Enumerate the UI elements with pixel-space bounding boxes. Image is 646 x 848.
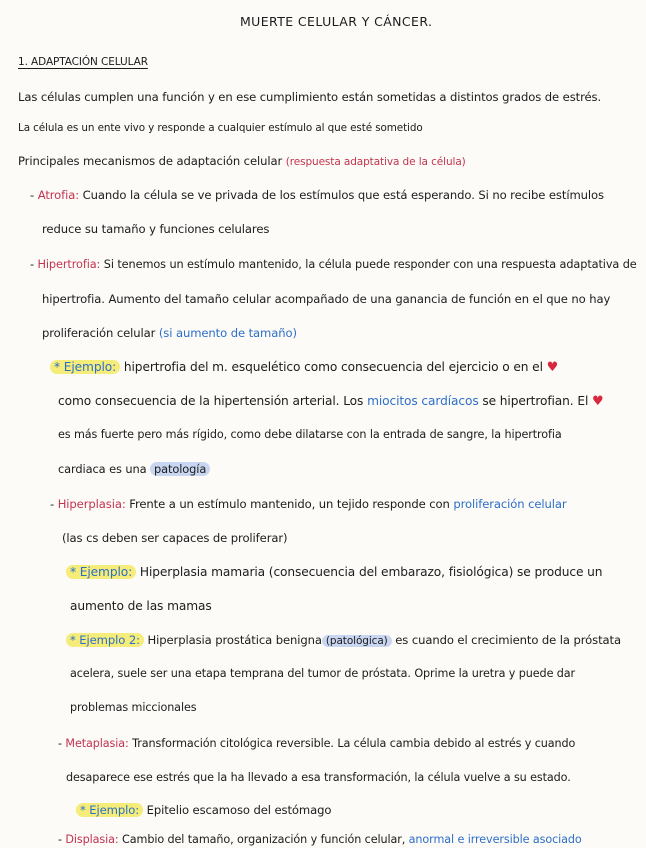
hiperplasia-line-2: (las cs deben ser capaces de proliferar) bbox=[62, 531, 288, 545]
hipertrofia-example-line-1 bbox=[50, 360, 558, 375]
metaplasia-text-1: Transformación citológica reversible. La célula cambia debido al estrés y cuando bbox=[128, 737, 576, 750]
section-heading: 1. ADAPTACIÓN CELULAR bbox=[18, 56, 148, 68]
hiperplasia-benigna: benigna bbox=[275, 633, 322, 647]
hipertrofia-note: (si aumento de tamaño) bbox=[158, 326, 297, 340]
term-miocitos: miocitos cardíacos bbox=[367, 394, 479, 408]
hiperplasia-example-2-text-d: es cuando el crecimiento de la próstata bbox=[391, 633, 621, 647]
metaplasia-example-text: Epitelio escamoso del estómago bbox=[143, 803, 332, 817]
bullet-dash: - bbox=[50, 497, 55, 511]
term-hiperplasia: Hiperplasia: bbox=[57, 497, 126, 511]
metaplasia-line-1 bbox=[58, 737, 575, 750]
intro-line-3-text: Principales mecanismos de adaptación celular bbox=[18, 154, 286, 168]
hiperplasia-text-1: Frente a un estímulo mantenido, un tejido responde con bbox=[125, 497, 454, 511]
hiperplasia-example-2-line-3: problemas miccionales bbox=[70, 701, 197, 714]
term-displasia: Displasia: bbox=[65, 833, 119, 846]
hipertrofia-line-3 bbox=[42, 326, 297, 340]
highlight-patologia: patología bbox=[150, 462, 210, 476]
term-metaplasia: Metaplasia: bbox=[65, 737, 129, 750]
metaplasia-example-line bbox=[76, 803, 331, 817]
intro-line-3-note: (respuesta adaptativa de la célula) bbox=[285, 156, 466, 168]
atrofia-line-1 bbox=[30, 188, 604, 202]
hipertrofia-example-text-2c: se hipertrofian. El bbox=[478, 394, 589, 408]
bullet-dash: - bbox=[30, 188, 35, 202]
example-label: * Ejemplo: bbox=[66, 565, 136, 579]
example-label: * Ejemplo 2: bbox=[66, 633, 144, 647]
example-label: * Ejemplo: bbox=[76, 803, 143, 817]
hipertrofia-example-text-2a: como consecuencia de la hipertensión arterial. Los bbox=[58, 394, 368, 408]
hiperplasia-example-2-line-2: acelera, suele ser una etapa temprana del tumor de próstata. Oprime la uretra y puede dar bbox=[70, 667, 576, 680]
metaplasia-line-2: desaparece ese estrés que la ha llevado a esa transformación, la célula vuelve a su estado. bbox=[66, 771, 571, 784]
hipertrofia-example-line-3: es más fuerte pero más rígido, como debe dilatarse con la entrada de sangre, la hipertrofia bbox=[58, 428, 562, 441]
term-hipertrofia: Hipertrofia: bbox=[37, 258, 101, 271]
hiperplasia-example-1-line-2: aumento de las mamas bbox=[70, 599, 212, 613]
bullet-dash: - bbox=[58, 737, 62, 750]
hipertrofia-example-text-1: hipertrofia del m. esquelético como consecuencia del ejercicio o en el bbox=[120, 360, 543, 374]
bullet-dash: - bbox=[58, 833, 62, 846]
hipertrofia-text-3: proliferación celular bbox=[42, 326, 159, 340]
hiperplasia-note: proliferación celular bbox=[453, 497, 567, 511]
intro-line-3 bbox=[18, 154, 466, 168]
heart-icon: ♥ bbox=[592, 394, 604, 409]
atrofia-line-2: reduce su tamaño y funciones celulares bbox=[42, 222, 270, 236]
hipertrofia-example-line-2 bbox=[58, 394, 604, 409]
page-title: MUERTE CELULAR Y CÁNCER. bbox=[240, 14, 433, 29]
hipertrofia-line-2: hipertrofia. Aumento del tamaño celular acompañado de una ganancia de función en el que no hay bbox=[42, 292, 611, 306]
displasia-line-1 bbox=[58, 833, 582, 846]
highlight-patologica: (patológica) bbox=[322, 635, 392, 647]
heart-icon: ♥ bbox=[546, 360, 559, 375]
hipertrofia-line-1 bbox=[30, 258, 637, 271]
hipertrofia-example-text-4: cardiaca es una bbox=[58, 462, 150, 476]
displasia-note: anormal e irreversible asociado bbox=[408, 833, 582, 846]
displasia-text-1: Cambio del tamaño, organización y función celular, bbox=[118, 833, 409, 846]
hiperplasia-example-1-text: Hiperplasia mamaria (consecuencia del embarazo, fisiológica) se produce un bbox=[136, 565, 603, 579]
intro-line-1: Las células cumplen una función y en ese cumplimiento están sometidas a distintos grados de estrés. bbox=[18, 90, 602, 104]
hiperplasia-example-2-text-a: Hiperplasia prostática bbox=[143, 633, 276, 647]
hiperplasia-example-2-line-1 bbox=[66, 633, 621, 647]
hipertrofia-text-1: Si tenemos un estímulo mantenido, la célula puede responder con una respuesta adaptativa de bbox=[100, 258, 637, 271]
example-label: * Ejemplo: bbox=[50, 360, 120, 374]
hiperplasia-example-1-line-1 bbox=[66, 565, 602, 579]
intro-line-2: La célula es un ente vivo y responde a cualquier estímulo al que esté sometido bbox=[18, 122, 423, 134]
hipertrofia-example-line-4 bbox=[58, 462, 210, 476]
term-atrofia: Atrofia: bbox=[37, 188, 80, 202]
bullet-dash: - bbox=[30, 258, 34, 271]
hiperplasia-line-1 bbox=[50, 497, 567, 511]
atrofia-text-1: Cuando la célula se ve privada de los estímulos que está esperando. Si no recibe estímulos bbox=[79, 188, 604, 202]
